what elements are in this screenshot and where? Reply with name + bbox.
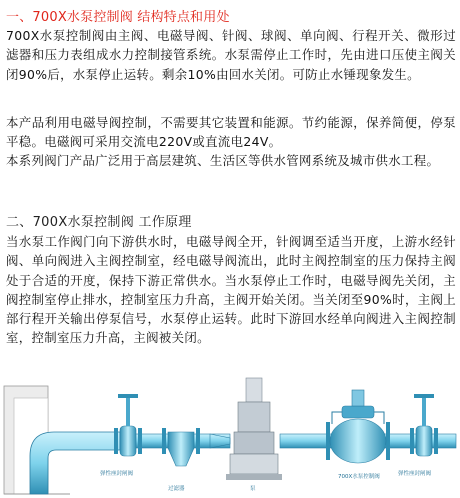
label-pump: 泵 (250, 486, 256, 492)
label-gate-valve-left: 弹性座封闸阀 (100, 471, 134, 477)
label-control-valve: 700X水泵控制阀 (338, 474, 380, 480)
section1-title: 一、700X水泵控制阀 结构特点和用处 (6, 10, 230, 25)
section2-title: 二、700X水泵控制阀 工作原理 (6, 215, 192, 230)
filter (162, 428, 200, 466)
control-valve (326, 390, 390, 463)
label-filter: 过滤器 (168, 486, 185, 492)
label-gate-valve-right: 弹性座封闸阀 (398, 471, 432, 477)
section1-paragraph-2: 本产品利用电磁导阀控制，不需要其它装置和能源。节约能源，保养简便，停泵平稳。电磁阀可采用交流电220V或直流电24V。 (6, 115, 456, 150)
section2-paragraph: 当水泵工作阀门向下游供水时，电磁导阀全开，针阀调至适当开度，上游水经针阀、单向阀进入主阀控制室，经电磁导阀流出，此时主阀控制室的压力保持主阀处于合适的开度，保持下游正常供水。当水泵停止工作时，电磁导阀先关闭，主阀控制室停止排水，控制室压力升高，主阀开始关闭。当关闭至90%时，主阀上部行程开关输出停泵信号，水泵停止运转。此时下游回水经单向阀进入主阀控制室，控制室压力升高，主阀被关闭。 (6, 234, 456, 346)
pump (226, 378, 282, 480)
suction-elbow-pipe (30, 432, 120, 494)
section1-paragraph-1: 700X水泵控制阀由主阀、电磁导阀、针阀、球阀、单向阀、行程开关、微形过滤器和压力表组成水力控制接管系统。水泵需停止工作时，先由进口压使主阀关闭90%后，水泵停止运转。剩余10%由回水关闭。可防止水锤现象发生。 (6, 28, 456, 82)
section1-paragraph-3: 本系列阀门产品广泛用于高层建筑、生活区等供水管网系统及城市供水工程。 (6, 153, 440, 168)
installation-diagram (0, 372, 460, 498)
